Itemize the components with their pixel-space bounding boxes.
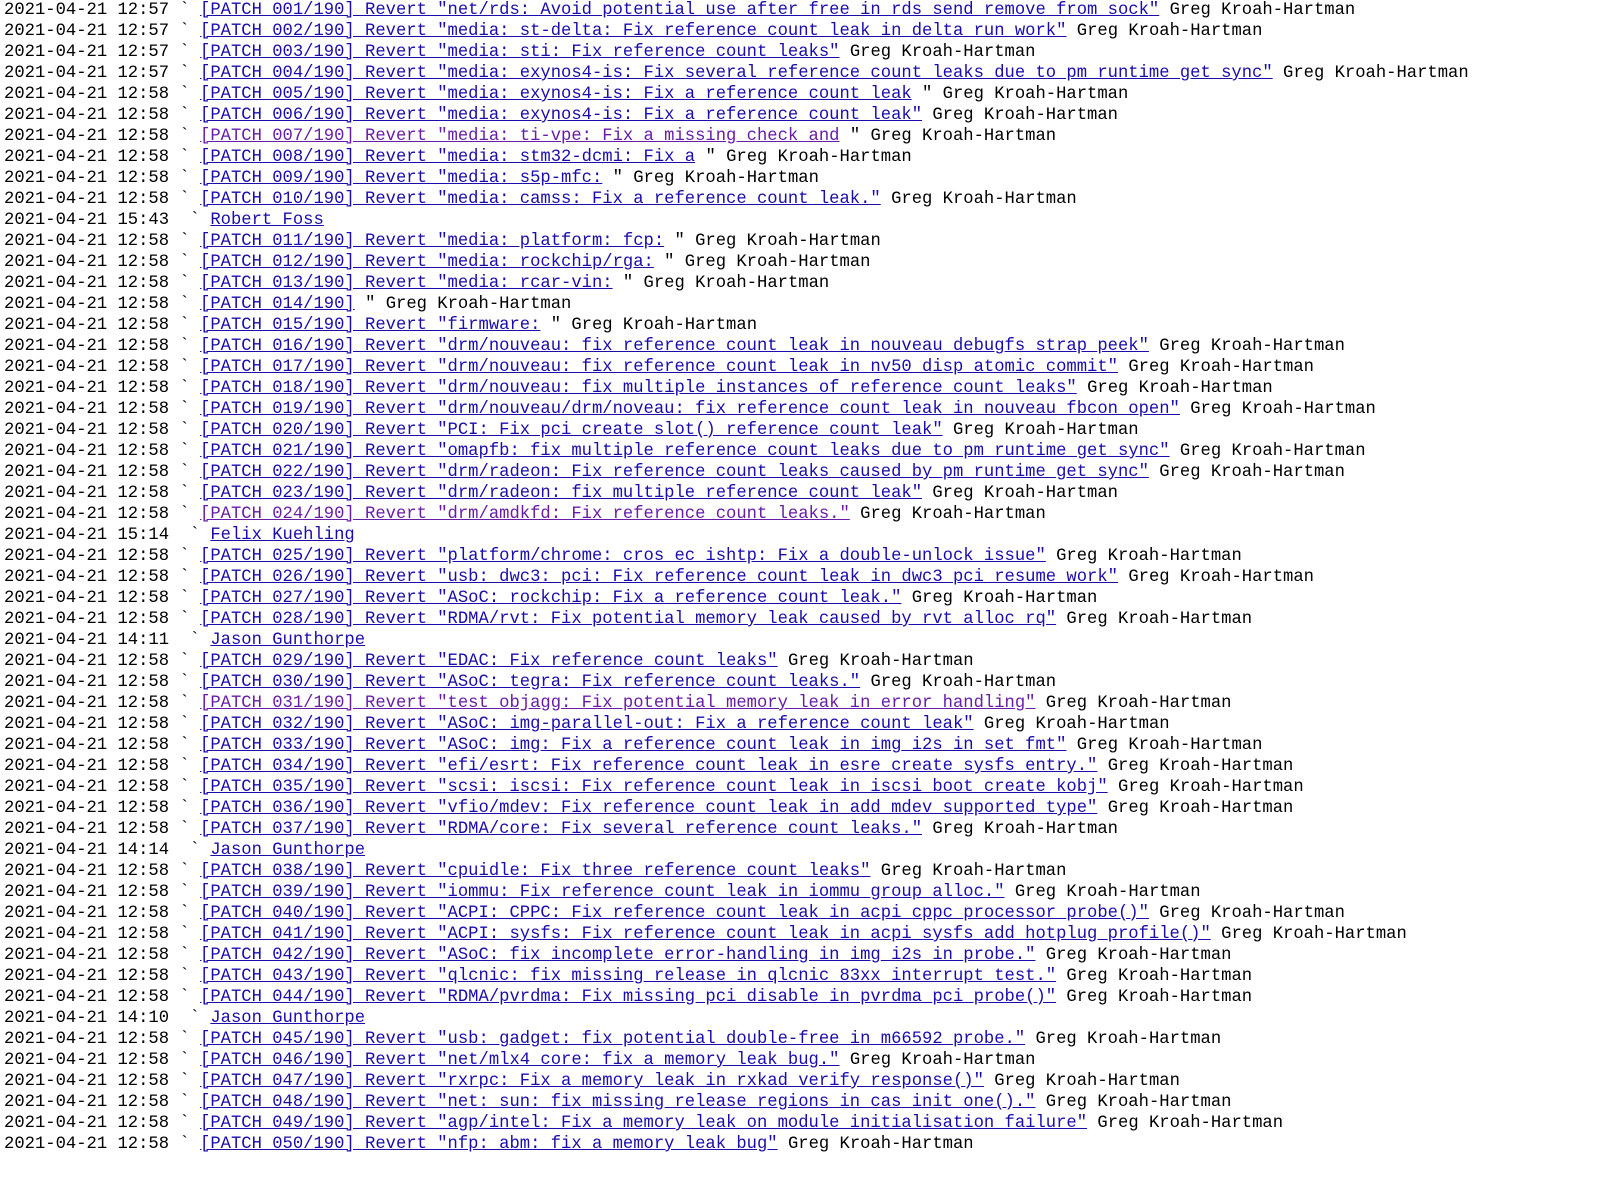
patch-subject-link[interactable]: [PATCH 037/190] Revert "RDMA/core: Fix several reference count leaks."	[200, 820, 923, 839]
patch-subject-link[interactable]: [PATCH 047/190] Revert "rxrpc: Fix a memory leak in rxkad_verify_response()"	[200, 1072, 984, 1091]
thread-tick: `	[179, 715, 190, 734]
message-author: " Greg Kroah-Hartman	[622, 274, 830, 293]
message-row	[4, 189, 1600, 210]
message-author: Greg Kroah-Hartman	[860, 505, 1046, 524]
message-date: 2021-04-21 12:57	[4, 1, 170, 20]
message-row	[4, 105, 1600, 126]
message-author: Greg Kroah-Hartman	[1169, 1, 1356, 20]
patch-subject-link[interactable]: [PATCH 048/190] Revert "net: sun: fix missing release regions in cas_init_one()."	[200, 1093, 1036, 1112]
thread-tick: `	[189, 841, 200, 860]
thread-tick: `	[179, 421, 190, 440]
message-date: 2021-04-21 12:57	[4, 64, 170, 83]
message-row	[4, 147, 1600, 168]
message-date: 2021-04-21 12:58	[4, 190, 170, 209]
message-author: Greg Kroah-Hartman	[1076, 22, 1263, 41]
message-date: 2021-04-21 12:58	[4, 589, 170, 608]
patch-subject-link[interactable]: [PATCH 012/190] Revert "media: rockchip/rga:	[200, 253, 654, 272]
patch-subject-link[interactable]: [PATCH 009/190] Revert "media: s5p-mfc:	[200, 169, 603, 188]
message-date: 2021-04-21 12:58	[4, 106, 170, 125]
message-row	[4, 1134, 1600, 1155]
message-row	[4, 1050, 1600, 1071]
message-author: Greg Kroah-Hartman	[932, 106, 1118, 125]
message-row	[4, 504, 1600, 525]
message-date: 2021-04-21 12:58	[4, 421, 170, 440]
thread-tick: `	[179, 43, 190, 62]
thread-tick: `	[179, 253, 190, 272]
patch-subject-link[interactable]: [PATCH 017/190] Revert "drm/nouveau: fix reference count leak in nv50_disp_atomic_commit"	[200, 358, 1118, 377]
thread-tick: `	[179, 1135, 190, 1154]
message-row	[4, 756, 1600, 777]
message-row	[4, 819, 1600, 840]
message-row	[4, 945, 1600, 966]
message-row	[4, 315, 1600, 336]
message-author: " Greg Kroah-Hartman	[365, 295, 572, 314]
reply-author-link[interactable]: Jason Gunthorpe	[210, 631, 366, 650]
message-author: Greg Kroah-Hartman	[911, 589, 1098, 608]
message-author: " Greg Kroah-Hartman	[849, 127, 1057, 146]
thread-tick: `	[179, 85, 190, 104]
thread-tick: `	[179, 295, 190, 314]
message-row	[4, 441, 1600, 462]
patch-subject-link[interactable]: [PATCH 015/190] Revert "firmware:	[200, 316, 541, 335]
patch-subject-link[interactable]: [PATCH 019/190] Revert "drm/nouveau/drm/noveau: fix reference count leak in nouveau_fbcon_open"	[200, 400, 1180, 419]
patch-subject-link[interactable]: [PATCH 031/190] Revert "test_objagg: Fix potential memory leak in error handling"	[200, 694, 1036, 713]
patch-subject-link[interactable]: [PATCH 001/190] Revert "net/rds: Avoid potential use after free in rds_send_remove_from_sock"	[200, 1, 1160, 20]
message-date: 2021-04-21 12:58	[4, 274, 170, 293]
message-row	[4, 483, 1600, 504]
message-date: 2021-04-21 12:58	[4, 967, 170, 986]
message-row	[4, 798, 1600, 819]
reply-author-link[interactable]: Felix Kuehling	[210, 526, 355, 545]
thread-tick: `	[179, 1, 190, 20]
message-row	[4, 336, 1600, 357]
patch-subject-link[interactable]: [PATCH 036/190] Revert "vfio/mdev: Fix reference count leak in add_mdev_supported_type"	[200, 799, 1098, 818]
patch-subject-link[interactable]: [PATCH 003/190] Revert "media: sti: Fix reference count leaks"	[200, 43, 840, 62]
message-date: 2021-04-21 12:58	[4, 610, 170, 629]
message-date: 2021-04-21 12:58	[4, 694, 170, 713]
message-row	[4, 126, 1600, 147]
message-date: 2021-04-21 12:58	[4, 946, 170, 965]
thread-tick: `	[179, 778, 190, 797]
patch-subject-link[interactable]: [PATCH 022/190] Revert "drm/radeon: Fix reference count leaks caused by pm_runtime_get_sync"	[200, 463, 1149, 482]
message-date: 2021-04-21 12:58	[4, 736, 170, 755]
message-date: 2021-04-21 12:58	[4, 904, 170, 923]
thread-tick: `	[179, 106, 190, 125]
message-date: 2021-04-21 12:58	[4, 316, 170, 335]
thread-tick: `	[179, 442, 190, 461]
patch-subject-link[interactable]: [PATCH 049/190] Revert "agp/intel: Fix a memory leak on module initialisation failure"	[200, 1114, 1088, 1133]
patch-subject-link[interactable]: [PATCH 013/190] Revert "media: rcar-vin:	[200, 274, 613, 293]
message-date: 2021-04-21 12:57	[4, 43, 170, 62]
message-author: Greg Kroah-Hartman	[849, 1051, 1036, 1070]
thread-tick: `	[179, 589, 190, 608]
message-author: Greg Kroah-Hartman	[1118, 778, 1304, 797]
message-author: Greg Kroah-Hartman	[1128, 358, 1314, 377]
message-author: Greg Kroah-Hartman	[952, 421, 1139, 440]
message-date: 2021-04-21 12:58	[4, 883, 170, 902]
message-row	[4, 420, 1600, 441]
thread-tick: `	[179, 358, 190, 377]
patch-subject-link[interactable]: [PATCH 018/190] Revert "drm/nouveau: fix multiple instances of reference count leaks"	[200, 379, 1077, 398]
message-row	[4, 693, 1600, 714]
thread-tick: `	[179, 673, 190, 692]
message-date: 2021-04-21 12:58	[4, 1093, 170, 1112]
message-row	[4, 1029, 1600, 1050]
thread-tick: `	[179, 967, 190, 986]
thread-tick: `	[179, 568, 190, 587]
message-author: Greg Kroah-Hartman	[1107, 757, 1294, 776]
message-row	[4, 0, 1600, 21]
message-author: Greg Kroah-Hartman	[1076, 736, 1263, 755]
patch-subject-link[interactable]: [PATCH 030/190] Revert "ASoC: tegra: Fix reference count leaks."	[200, 673, 861, 692]
message-author: Greg Kroah-Hartman	[1097, 1114, 1284, 1133]
message-date: 2021-04-21 12:58	[4, 127, 170, 146]
thread-tick: `	[179, 337, 190, 356]
patch-subject-link[interactable]: [PATCH 035/190] Revert "scsi: iscsi: Fix reference count leak in iscsi_boot_create_kobj"	[200, 778, 1108, 797]
message-row	[4, 735, 1600, 756]
message-author: Greg Kroah-Hartman	[1066, 610, 1253, 629]
patch-subject-link[interactable]: [PATCH 021/190] Revert "omapfb: fix multiple reference count leaks due to pm_runtime_get_sync"	[200, 442, 1170, 461]
message-author: Greg Kroah-Hartman	[849, 43, 1036, 62]
message-date: 2021-04-21 12:58	[4, 148, 170, 167]
thread-tick: `	[189, 1009, 200, 1028]
message-date: 2021-04-21 12:58	[4, 547, 170, 566]
message-author: Greg Kroah-Hartman	[1045, 946, 1232, 965]
message-date: 2021-04-21 12:58	[4, 925, 170, 944]
thread-tick: `	[179, 316, 190, 335]
patch-subject-link[interactable]: [PATCH 023/190] Revert "drm/radeon: fix multiple reference count leak"	[200, 484, 923, 503]
thread-tick: `	[189, 631, 200, 650]
message-date: 2021-04-21 14:11	[4, 631, 170, 650]
message-author: Greg Kroah-Hartman	[787, 1135, 974, 1154]
message-row	[4, 168, 1600, 189]
message-author: Greg Kroah-Hartman	[1035, 1030, 1222, 1049]
message-row	[4, 63, 1600, 84]
message-author: " Greg Kroah-Hartman	[705, 148, 912, 167]
message-author: Greg Kroah-Hartman	[1179, 442, 1366, 461]
message-author: Greg Kroah-Hartman	[1056, 547, 1242, 566]
message-author: Greg Kroah-Hartman	[1045, 694, 1232, 713]
thread-tick: `	[179, 379, 190, 398]
message-row	[4, 651, 1600, 672]
message-date: 2021-04-21 12:58	[4, 1114, 170, 1133]
message-date: 2021-04-21 12:58	[4, 442, 170, 461]
thread-tick: `	[179, 148, 190, 167]
message-author: Greg Kroah-Hartman	[1066, 988, 1253, 1007]
message-author: Greg Kroah-Hartman	[1014, 883, 1201, 902]
message-date: 2021-04-21 12:57	[4, 22, 170, 41]
patch-subject-link[interactable]: [PATCH 027/190] Revert "ASoC: rockchip: Fix a reference count leak."	[200, 589, 902, 608]
patch-subject-link[interactable]: [PATCH 038/190] Revert "cpuidle: Fix three reference count leaks"	[200, 862, 871, 881]
patch-subject-link[interactable]: [PATCH 005/190] Revert "media: exynos4-is: Fix a reference count leak	[200, 85, 912, 104]
thread-tick: `	[179, 22, 190, 41]
thread-tick: `	[179, 988, 190, 1007]
thread-tick: `	[179, 1093, 190, 1112]
message-author: Greg Kroah-Hartman	[1221, 925, 1407, 944]
message-date: 2021-04-21 12:58	[4, 484, 170, 503]
message-date: 2021-04-21 12:58	[4, 799, 170, 818]
message-row	[4, 399, 1600, 420]
message-date: 2021-04-21 15:43	[4, 211, 170, 230]
thread-tick: `	[189, 211, 200, 230]
patch-subject-link[interactable]: [PATCH 006/190] Revert "media: exynos4-is: Fix a reference count leak"	[200, 106, 923, 125]
message-row	[4, 672, 1600, 693]
thread-tick: `	[179, 64, 190, 83]
thread-tick: `	[189, 526, 200, 545]
message-author: " Greg Kroah-Hartman	[550, 316, 758, 335]
message-date: 2021-04-21 12:58	[4, 169, 170, 188]
patch-subject-link[interactable]: [PATCH 008/190] Revert "media: stm32-dcmi: Fix a	[200, 148, 696, 167]
message-row	[4, 21, 1600, 42]
message-author: Greg Kroah-Hartman	[1045, 1093, 1232, 1112]
patch-subject-link[interactable]: [PATCH 043/190] Revert "qlcnic: fix missing release in qlcnic_83xx_interrupt_test."	[200, 967, 1057, 986]
message-row	[4, 987, 1600, 1008]
message-date: 2021-04-21 12:58	[4, 757, 170, 776]
reply-row	[4, 525, 1600, 546]
message-date: 2021-04-21 12:58	[4, 295, 170, 314]
message-date: 2021-04-21 12:58	[4, 1051, 170, 1070]
message-author: Greg Kroah-Hartman	[983, 715, 1170, 734]
message-author: Greg Kroah-Hartman	[1128, 568, 1314, 587]
message-row	[4, 231, 1600, 252]
thread-tick: `	[179, 232, 190, 251]
message-author: Greg Kroah-Hartman	[1066, 967, 1253, 986]
message-date: 2021-04-21 12:58	[4, 1135, 170, 1154]
thread-tick: `	[179, 1051, 190, 1070]
thread-tick: `	[179, 274, 190, 293]
message-row	[4, 861, 1600, 882]
patch-subject-link[interactable]: [PATCH 041/190] Revert "ACPI: sysfs: Fix reference count leak in acpi_sysfs_add_hotplug_profile()"	[200, 925, 1211, 944]
patch-subject-link[interactable]: [PATCH 026/190] Revert "usb: dwc3: pci: Fix reference count leak in dwc3_pci_resume_work"	[200, 568, 1118, 587]
message-author: " Greg Kroah-Hartman	[664, 253, 871, 272]
thread-tick: `	[179, 946, 190, 965]
message-date: 2021-04-21 12:58	[4, 358, 170, 377]
message-author: Greg Kroah-Hartman	[1087, 379, 1273, 398]
message-author: Greg Kroah-Hartman	[1159, 904, 1345, 923]
message-author: " Greg Kroah-Hartman	[612, 169, 819, 188]
patch-subject-link[interactable]: [PATCH 014/190]	[200, 295, 355, 314]
message-date: 2021-04-21 12:58	[4, 505, 170, 524]
message-date: 2021-04-21 12:58	[4, 820, 170, 839]
message-row	[4, 378, 1600, 399]
patch-subject-link[interactable]: [PATCH 039/190] Revert "iommu: Fix reference count leak in iommu_group_alloc."	[200, 883, 1005, 902]
thread-tick: `	[179, 694, 190, 713]
thread-tick: `	[179, 400, 190, 419]
thread-tick: `	[179, 1114, 190, 1133]
patch-subject-link[interactable]: [PATCH 046/190] Revert "net/mlx4_core: fix a memory leak bug."	[200, 1051, 840, 1070]
thread-tick: `	[179, 652, 190, 671]
thread-tick: `	[179, 505, 190, 524]
patch-subject-link[interactable]: [PATCH 034/190] Revert "efi/esrt: Fix reference count leak in esre_create_sysfs_entry."	[200, 757, 1098, 776]
thread-tick: `	[179, 925, 190, 944]
message-author: Greg Kroah-Hartman	[870, 673, 1057, 692]
message-author: Greg Kroah-Hartman	[1190, 400, 1376, 419]
message-row	[4, 966, 1600, 987]
thread-tick: `	[179, 190, 190, 209]
thread-tick: `	[179, 862, 190, 881]
message-date: 2021-04-21 12:58	[4, 715, 170, 734]
message-date: 2021-04-21 12:58	[4, 1072, 170, 1091]
message-author: " Greg Kroah-Hartman	[674, 232, 881, 251]
message-row	[4, 42, 1600, 63]
message-date: 2021-04-21 12:58	[4, 862, 170, 881]
patch-subject-link[interactable]: [PATCH 045/190] Revert "usb: gadget: fix potential double-free in m66592_probe."	[200, 1030, 1026, 1049]
message-author: Greg Kroah-Hartman	[787, 652, 974, 671]
thread-tick: `	[179, 547, 190, 566]
message-date: 2021-04-21 12:58	[4, 379, 170, 398]
reply-row	[4, 210, 1600, 231]
thread-tick: `	[179, 463, 190, 482]
thread-tick: `	[179, 904, 190, 923]
message-date: 2021-04-21 12:58	[4, 463, 170, 482]
message-date: 2021-04-21 12:58	[4, 1030, 170, 1049]
patch-subject-link[interactable]: [PATCH 029/190] Revert "EDAC: Fix reference count leaks"	[200, 652, 778, 671]
message-row	[4, 273, 1600, 294]
message-date: 2021-04-21 12:58	[4, 652, 170, 671]
thread-tick: `	[179, 169, 190, 188]
message-date: 2021-04-21 12:58	[4, 253, 170, 272]
message-row	[4, 1092, 1600, 1113]
reply-row	[4, 630, 1600, 651]
message-row	[4, 84, 1600, 105]
message-author: Greg Kroah-Hartman	[1107, 799, 1294, 818]
thread-tick: `	[179, 757, 190, 776]
message-row	[4, 609, 1600, 630]
patch-subject-link[interactable]: [PATCH 042/190] Revert "ASoC: fix incomplete error-handling in img_i2s_in_probe."	[200, 946, 1036, 965]
message-row	[4, 714, 1600, 735]
message-row	[4, 1113, 1600, 1134]
reply-author-link[interactable]: Robert Foss	[210, 211, 324, 230]
message-row	[4, 546, 1600, 567]
message-author: Greg Kroah-Hartman	[932, 820, 1118, 839]
message-author: Greg Kroah-Hartman	[932, 484, 1118, 503]
message-date: 2021-04-21 14:10	[4, 1009, 170, 1028]
thread-tick: `	[179, 1030, 190, 1049]
message-date: 2021-04-21 12:58	[4, 85, 170, 104]
message-row	[4, 252, 1600, 273]
thread-tick: `	[179, 799, 190, 818]
patch-subject-link[interactable]: [PATCH 032/190] Revert "ASoC: img-parallel-out: Fix a reference count leak"	[200, 715, 974, 734]
patch-subject-link[interactable]: [PATCH 011/190] Revert "media: platform: fcp:	[200, 232, 665, 251]
message-author: Greg Kroah-Hartman	[1283, 64, 1469, 83]
message-row	[4, 882, 1600, 903]
message-row	[4, 567, 1600, 588]
message-author: Greg Kroah-Hartman	[880, 862, 1067, 881]
message-row	[4, 357, 1600, 378]
patch-subject-link[interactable]: [PATCH 020/190] Revert "PCI: Fix pci_create_slot() reference count leak"	[200, 421, 943, 440]
thread-tick: `	[179, 1072, 190, 1091]
patch-subject-link[interactable]: [PATCH 044/190] Revert "RDMA/pvrdma: Fix missing pci disable in pvrdma_pci_probe()"	[200, 988, 1057, 1007]
message-row	[4, 588, 1600, 609]
patch-subject-link[interactable]: [PATCH 010/190] Revert "media: camss: Fix a reference count leak."	[200, 190, 881, 209]
message-date: 2021-04-21 14:14	[4, 841, 170, 860]
message-row	[4, 294, 1600, 315]
message-row	[4, 777, 1600, 798]
message-author: Greg Kroah-Hartman	[891, 190, 1077, 209]
patch-subject-link[interactable]: [PATCH 024/190] Revert "drm/amdkfd: Fix reference count leaks."	[200, 505, 850, 524]
message-author: Greg Kroah-Hartman	[1159, 463, 1345, 482]
patch-subject-link[interactable]: [PATCH 050/190] Revert "nfp: abm: fix a memory leak bug"	[200, 1135, 778, 1154]
message-row	[4, 462, 1600, 483]
message-date: 2021-04-21 12:58	[4, 988, 170, 1007]
message-row	[4, 1071, 1600, 1092]
message-date: 2021-04-21 12:58	[4, 673, 170, 692]
message-author: " Greg Kroah-Hartman	[922, 85, 1129, 104]
message-date: 2021-04-21 12:58	[4, 232, 170, 251]
patch-subject-link[interactable]: [PATCH 040/190] Revert "ACPI: CPPC: Fix reference count leak in acpi_cppc_processor_probe()"	[200, 904, 1149, 923]
message-date: 2021-04-21 12:58	[4, 400, 170, 419]
thread-tick: `	[179, 127, 190, 146]
thread-tick: `	[179, 883, 190, 902]
message-author: Greg Kroah-Hartman	[1159, 337, 1345, 356]
patch-subject-link[interactable]: [PATCH 002/190] Revert "media: st-delta: Fix reference count leak in delta_run_work"	[200, 22, 1067, 41]
patch-subject-link[interactable]: [PATCH 016/190] Revert "drm/nouveau: fix reference count leak in nouveau_debugfs_strap_peek"	[200, 337, 1149, 356]
message-date: 2021-04-21 12:58	[4, 337, 170, 356]
message-row	[4, 924, 1600, 945]
thread-tick: `	[179, 484, 190, 503]
patch-subject-link[interactable]: [PATCH 004/190] Revert "media: exynos4-is: Fix several reference count leaks due to pm_runtime_get_sync"	[200, 64, 1273, 83]
message-author: Greg Kroah-Hartman	[994, 1072, 1180, 1091]
patch-subject-link[interactable]: [PATCH 033/190] Revert "ASoC: img: Fix a reference count leak in img_i2s_in_set_fmt"	[200, 736, 1067, 755]
message-date: 2021-04-21 15:14	[4, 526, 170, 545]
reply-row	[4, 1008, 1600, 1029]
patch-subject-link[interactable]: [PATCH 025/190] Revert "platform/chrome: cros_ec_ishtp: Fix a double-unlock issue"	[200, 547, 1046, 566]
reply-row	[4, 840, 1600, 861]
patch-subject-link[interactable]: [PATCH 028/190] Revert "RDMA/rvt: Fix potential memory leak caused by rvt_alloc_rq"	[200, 610, 1057, 629]
patch-subject-link[interactable]: [PATCH 007/190] Revert "media: ti-vpe: Fix a missing check and	[200, 127, 840, 146]
thread-tick: `	[179, 610, 190, 629]
message-date: 2021-04-21 12:58	[4, 568, 170, 587]
message-row	[4, 903, 1600, 924]
thread-tick: `	[179, 820, 190, 839]
message-date: 2021-04-21 12:58	[4, 778, 170, 797]
thread-tick: `	[179, 736, 190, 755]
reply-author-link[interactable]: Jason Gunthorpe	[210, 1009, 366, 1028]
reply-author-link[interactable]: Jason Gunthorpe	[210, 841, 366, 860]
